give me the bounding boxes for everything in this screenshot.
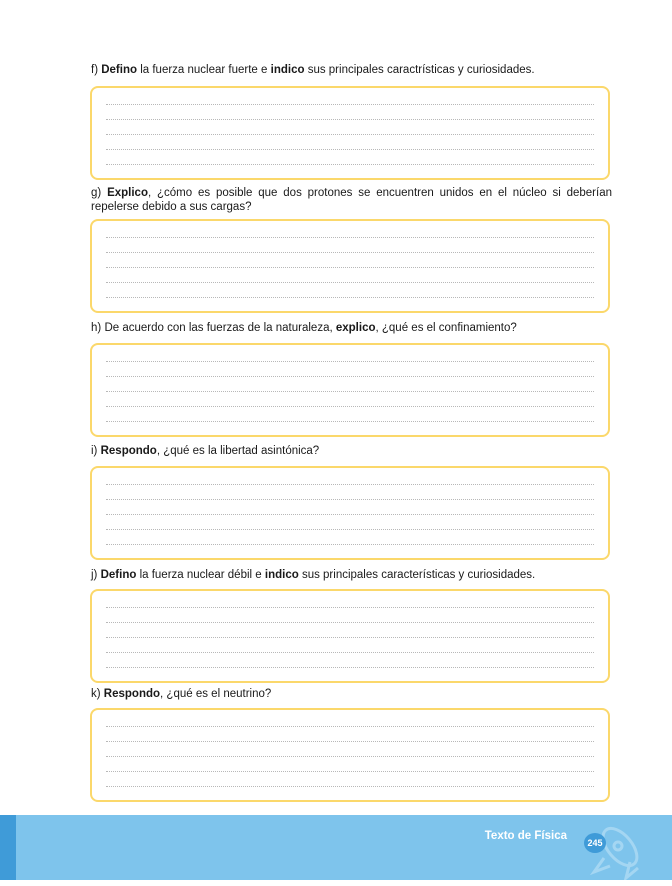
footer-book-title: Texto de Física	[484, 830, 567, 842]
question-h: h) De acuerdo con las fuerzas de la naturaleza, explico, ¿qué es el confinamiento?	[91, 322, 517, 334]
answer-line	[106, 622, 594, 623]
answer-line	[106, 499, 594, 500]
answer-box-i[interactable]	[90, 466, 610, 560]
answer-line	[106, 149, 594, 150]
answer-box-j[interactable]	[90, 589, 610, 683]
answer-line	[106, 104, 594, 105]
answer-line	[106, 134, 594, 135]
answer-line	[106, 484, 594, 485]
answer-line	[106, 282, 594, 283]
answer-line	[106, 652, 594, 653]
footer-accent-strip	[0, 815, 16, 886]
answer-box-g[interactable]	[90, 219, 610, 313]
answer-line	[106, 741, 594, 742]
page-footer	[0, 815, 672, 886]
page-number-badge: 245	[584, 833, 606, 853]
answer-line	[106, 267, 594, 268]
answer-line	[106, 667, 594, 668]
answer-line	[106, 771, 594, 772]
answer-box-f[interactable]	[90, 86, 610, 180]
question-k: k) Respondo, ¿qué es el neutrino?	[91, 688, 272, 700]
question-f: f) Defino la fuerza nuclear fuerte e indico sus principales caractrísticas y curiosidades.	[91, 64, 535, 76]
answer-line	[106, 637, 594, 638]
answer-line	[106, 119, 594, 120]
answer-line	[106, 164, 594, 165]
question-i: i) Respondo, ¿qué es la libertad asintónica?	[91, 445, 320, 457]
answer-line	[106, 237, 594, 238]
answer-line	[106, 297, 594, 298]
answer-line	[106, 529, 594, 530]
answer-line	[106, 756, 594, 757]
footer-bottom-margin	[0, 880, 672, 886]
answer-box-h[interactable]	[90, 343, 610, 437]
answer-line	[106, 726, 594, 727]
answer-line	[106, 786, 594, 787]
question-j: j) Defino la fuerza nuclear débil e indico sus principales características y curiosidades.	[91, 569, 536, 581]
answer-line	[106, 361, 594, 362]
answer-line	[106, 607, 594, 608]
answer-box-k[interactable]	[90, 708, 610, 802]
answer-line	[106, 252, 594, 253]
answer-line	[106, 544, 594, 545]
answer-line	[106, 391, 594, 392]
answer-line	[106, 376, 594, 377]
question-g: g) Explico, ¿cómo es posible que dos protones se encuentren unidos en el núcleo si deberían repelerse debido a sus cargas?	[91, 187, 612, 213]
answer-line	[106, 421, 594, 422]
answer-line	[106, 406, 594, 407]
answer-line	[106, 514, 594, 515]
